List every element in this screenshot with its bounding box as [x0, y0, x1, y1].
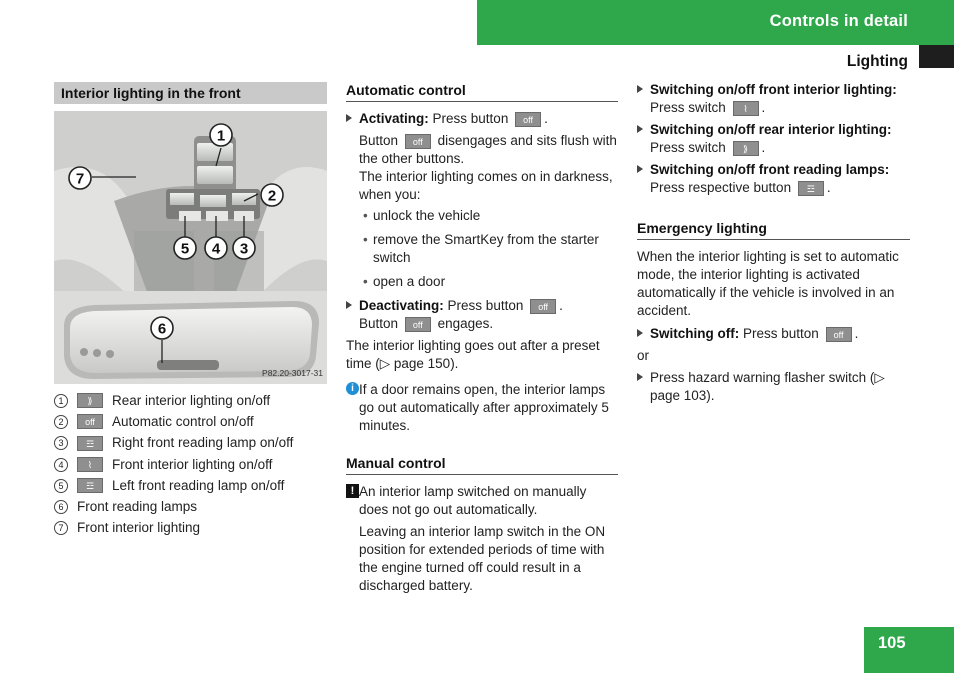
emergency-lighting-heading: Emergency lighting — [637, 219, 910, 240]
reading-lamps-label: Switching on/off front reading lamps: — [650, 162, 890, 177]
callout-4: 4 — [211, 240, 221, 258]
warning-text: An interior lamp switched on manually does not go out automatically. — [359, 484, 587, 517]
overhead-console-photo — [54, 111, 327, 384]
button-word: Button — [359, 133, 399, 148]
legend-text: Left front reading lamp on/off — [112, 477, 285, 493]
legend-item — [54, 475, 327, 496]
switching-off-label: Switching off: — [650, 326, 740, 341]
interior-lighting-heading-text: Interior lighting in the front — [61, 85, 241, 101]
automatic-control-button-icon: off — [405, 134, 431, 149]
activating-step — [346, 110, 618, 128]
activating-label: Activating: — [359, 111, 429, 126]
page-number-box — [864, 627, 954, 673]
arrow-icon — [346, 301, 352, 309]
legend-text: Front reading lamps — [77, 499, 198, 515]
section-label: Lighting — [846, 53, 908, 70]
reading-lamp-button-icon: ☲ — [77, 436, 103, 451]
bullet-dot: • — [363, 274, 368, 289]
switching-off-text: Press button — [743, 326, 819, 341]
disengages-text: disengages and sits flush with the other buttons. — [359, 133, 617, 166]
automatic-control-button-icon: off — [826, 327, 852, 342]
button-word: Button — [359, 316, 399, 331]
legend-text: Front interior lighting — [77, 520, 201, 536]
bullet-text: open a door — [373, 274, 446, 289]
legend-item — [54, 433, 327, 454]
bullet-item — [346, 231, 618, 267]
reading-lamp-button-icon: ☲ — [798, 181, 824, 196]
hazard-text: Press hazard warning flasher switch (▷ page 103). — [650, 370, 885, 403]
engages-text: engages. — [437, 316, 494, 331]
deactivating-step — [346, 297, 618, 315]
legend-text: Rear interior lighting on/off — [112, 392, 271, 408]
legend-number: 6 — [54, 500, 68, 514]
deactivating-end: . — [559, 298, 563, 313]
info-note — [346, 381, 618, 435]
callout-2: 2 — [267, 187, 277, 205]
arrow-icon — [637, 329, 643, 337]
reading-lamp-button-icon: ☲ — [77, 478, 103, 493]
overhead-console-illustration — [54, 111, 327, 384]
activating-end: . — [544, 111, 548, 126]
bullet-dot: • — [363, 232, 368, 247]
arrow-icon — [637, 373, 643, 381]
reading-lamps-step — [637, 161, 910, 197]
callout-3: 3 — [239, 240, 249, 258]
goes-out-text: The interior lighting goes out after a preset time (▷ page 150). — [346, 338, 600, 371]
bullet-dot: • — [363, 208, 368, 223]
legend-text: Front interior lighting on/off — [112, 456, 273, 472]
automatic-control-button-icon: off — [530, 299, 556, 314]
manual-control-heading: Manual control — [346, 454, 618, 475]
middle-column — [346, 81, 618, 595]
period: . — [826, 180, 831, 195]
page-number: 105 — [878, 634, 906, 652]
front-lighting-text: Press switch — [650, 100, 726, 115]
legend-item — [54, 496, 327, 517]
right-column — [637, 81, 910, 409]
rear-lighting-step — [637, 121, 910, 157]
legend-item — [54, 411, 327, 432]
section-tab — [919, 45, 954, 68]
switching-off-step — [637, 325, 910, 343]
legend-number: 5 — [54, 479, 68, 493]
info-icon: i — [346, 382, 359, 395]
automatic-control-button-icon: off — [77, 414, 103, 429]
automatic-control-button-icon: off — [515, 112, 541, 127]
legend-text: Automatic control on/off — [112, 413, 254, 429]
photo-code: P82.20-3017-31 — [262, 368, 323, 378]
callout-6: 6 — [157, 320, 167, 338]
front-lighting-button-icon: ⌇ — [77, 457, 103, 472]
emergency-text: When the interior lighting is set to automatic mode, the interior lighting is activated automatically if the vehicle is involved in an accident. — [637, 249, 899, 318]
arrow-icon — [346, 114, 352, 122]
or-text: or — [637, 348, 650, 363]
legend-number: 7 — [54, 521, 68, 535]
rear-lighting-button-icon: ⟫ — [77, 393, 103, 408]
reading-lamps-text: Press respective button — [650, 180, 792, 195]
bullet-item — [346, 207, 618, 225]
period: . — [854, 326, 859, 341]
header-bar — [477, 0, 954, 45]
legend-item — [54, 518, 327, 539]
automatic-control-heading: Automatic control — [346, 81, 618, 102]
arrow-icon — [637, 125, 643, 133]
period: . — [761, 140, 766, 155]
header-title: Controls in detail — [769, 12, 908, 30]
legend-list — [54, 390, 327, 539]
rear-lighting-button-icon: ⟫ — [733, 141, 759, 156]
legend-text: Right front reading lamp on/off — [112, 435, 294, 451]
front-lighting-label: Switching on/off front interior lighting: — [650, 82, 897, 97]
warning-text-2: Leaving an interior lamp switch in the ON position for extended periods of time with the engine turned off could result in a discharged battery. — [359, 524, 606, 593]
callout-7: 7 — [75, 170, 85, 188]
legend-item — [54, 454, 327, 475]
interior-lighting-heading — [54, 82, 327, 104]
front-lighting-step — [637, 81, 910, 117]
arrow-icon — [637, 165, 643, 173]
callout-1: 1 — [216, 127, 226, 145]
legend-number: 3 — [54, 436, 68, 450]
period: . — [761, 100, 766, 115]
rear-lighting-label: Switching on/off rear interior lighting: — [650, 122, 892, 137]
automatic-control-button-icon: off — [405, 317, 431, 332]
bullet-item — [346, 273, 618, 291]
hazard-step — [637, 369, 910, 405]
activating-text: Press button — [432, 111, 509, 126]
callout-5: 5 — [180, 240, 190, 258]
bullet-text: remove the SmartKey from the starter switch — [373, 232, 599, 265]
warning-note — [346, 483, 618, 519]
deactivating-text: Press button — [447, 298, 524, 313]
legend-number: 1 — [54, 394, 68, 408]
legend-item — [54, 390, 327, 411]
engages-paragraph — [346, 315, 618, 333]
front-lighting-button-icon: ⌇ — [733, 101, 759, 116]
rear-lighting-text: Press switch — [650, 140, 726, 155]
bullet-text: unlock the vehicle — [373, 208, 481, 223]
comes-on-text: The interior lighting comes on in darkness, when you: — [359, 169, 613, 202]
arrow-icon — [637, 85, 643, 93]
info-text: If a door remains open, the interior lamps go out automatically after approximately 5 minutes. — [359, 382, 609, 433]
warning-icon: ! — [346, 484, 359, 498]
legend-number: 4 — [54, 458, 68, 472]
deactivating-label: Deactivating: — [359, 298, 444, 313]
legend-number: 2 — [54, 415, 68, 429]
disengages-paragraph — [346, 132, 618, 168]
